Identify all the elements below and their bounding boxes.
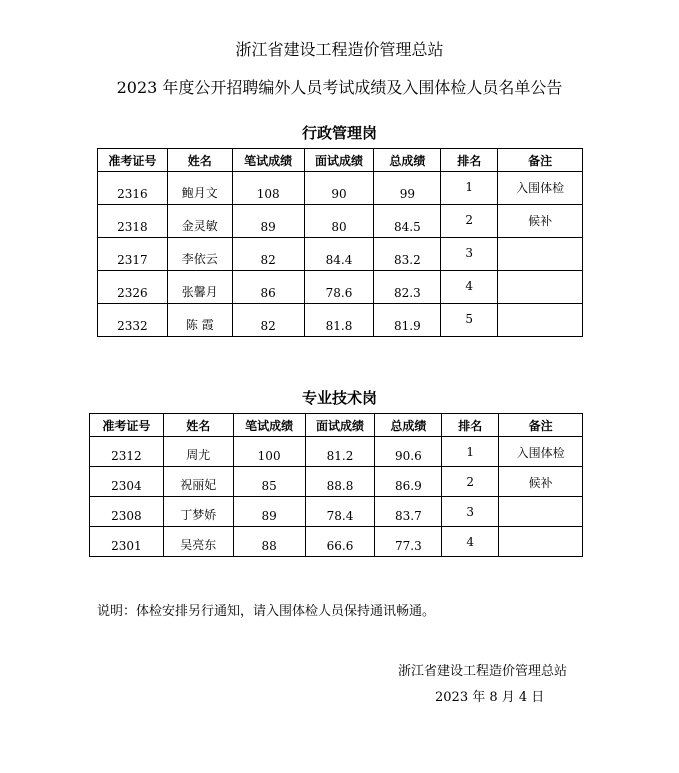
cell-interview: 81.8 (304, 304, 374, 337)
cell-written: 82 (232, 304, 304, 337)
cell-name: 李依云 (167, 238, 232, 271)
cell-total: 77.3 (375, 527, 442, 557)
table-row (98, 205, 583, 238)
cell-name: 陈 霞 (167, 304, 232, 337)
cell-name: 金灵敏 (167, 205, 232, 238)
cell-interview: 78.6 (304, 271, 374, 304)
cell-written: 88 (233, 527, 305, 557)
cell-name: 鲍月文 (167, 172, 232, 205)
table-row (98, 304, 583, 337)
table-row (98, 238, 583, 271)
cell-written: 86 (232, 271, 304, 304)
cell-rank: 4 (442, 527, 499, 557)
cell-rank: 5 (441, 304, 498, 337)
section1-table (97, 148, 583, 337)
table-row (98, 271, 583, 304)
cell-total: 83.2 (374, 238, 441, 271)
footer-org: 浙江省建设工程造价管理总站 (398, 664, 568, 679)
cell-note: 入围体检 (498, 172, 583, 205)
col-header-interview: 面试成绩 (304, 149, 374, 172)
section1-title: 行政管理岗 (301, 124, 377, 142)
cell-note: 候补 (498, 205, 583, 238)
cell-id: 2304 (90, 467, 164, 497)
cell-name: 吴亮东 (163, 527, 233, 557)
cell-total: 86.9 (375, 467, 442, 497)
cell-note (498, 271, 583, 304)
cell-id: 2317 (98, 238, 168, 271)
table-row (90, 437, 583, 467)
col-header-note: 备注 (499, 414, 583, 437)
cell-id: 2318 (98, 205, 168, 238)
cell-note: 入围体检 (499, 437, 583, 467)
col-header-total: 总成绩 (375, 414, 442, 437)
cell-total: 84.5 (374, 205, 441, 238)
cell-id: 2326 (98, 271, 168, 304)
cell-written: 89 (232, 205, 304, 238)
table-row (98, 172, 583, 205)
cell-written: 108 (232, 172, 304, 205)
cell-id: 2312 (90, 437, 164, 467)
cell-id: 2301 (90, 527, 164, 557)
page-title: 2023 年度公开招聘编外人员考试成绩及入围体检人员名单公告 (116, 78, 563, 97)
cell-total: 82.3 (374, 271, 441, 304)
table-header-row (90, 414, 583, 437)
cell-id: 2316 (98, 172, 168, 205)
cell-note (499, 497, 583, 527)
cell-interview: 66.6 (305, 527, 375, 557)
col-header-name: 姓名 (167, 149, 232, 172)
cell-rank: 3 (442, 497, 499, 527)
cell-id: 2332 (98, 304, 168, 337)
cell-total: 90.6 (375, 437, 442, 467)
cell-rank: 4 (441, 271, 498, 304)
table-row (90, 467, 583, 497)
header-org: 浙江省建设工程造价管理总站 (235, 40, 444, 59)
col-header-rank: 排名 (442, 414, 499, 437)
cell-total: 83.7 (375, 497, 442, 527)
col-header-id: 准考证号 (98, 149, 168, 172)
cell-rank: 2 (442, 467, 499, 497)
cell-interview: 78.4 (305, 497, 375, 527)
remark-text: 说明：体检安排另行通知，请入围体检人员保持通讯畅通。 (97, 604, 436, 619)
cell-written: 85 (233, 467, 305, 497)
col-header-name: 姓名 (163, 414, 233, 437)
col-header-written: 笔试成绩 (233, 414, 305, 437)
cell-rank: 3 (441, 238, 498, 271)
col-header-rank: 排名 (441, 149, 498, 172)
cell-note: 候补 (499, 467, 583, 497)
col-header-total: 总成绩 (374, 149, 441, 172)
cell-name: 祝丽妃 (163, 467, 233, 497)
cell-total: 99 (374, 172, 441, 205)
cell-id: 2308 (90, 497, 164, 527)
section2-table (89, 413, 583, 557)
cell-name: 周尤 (163, 437, 233, 467)
cell-interview: 88.8 (305, 467, 375, 497)
cell-interview: 80 (304, 205, 374, 238)
cell-rank: 2 (441, 205, 498, 238)
col-header-id: 准考证号 (90, 414, 164, 437)
section2-title: 专业技术岗 (301, 389, 377, 407)
footer-date: 2023 年 8 月 4 日 (435, 690, 545, 705)
cell-name: 张馨月 (167, 271, 232, 304)
cell-note (499, 527, 583, 557)
cell-note (498, 238, 583, 271)
cell-written: 89 (233, 497, 305, 527)
cell-written: 82 (232, 238, 304, 271)
cell-written: 100 (233, 437, 305, 467)
table-header-row (98, 149, 583, 172)
cell-interview: 81.2 (305, 437, 375, 467)
table-row (90, 527, 583, 557)
cell-rank: 1 (441, 172, 498, 205)
col-header-written: 笔试成绩 (232, 149, 304, 172)
cell-total: 81.9 (374, 304, 441, 337)
cell-interview: 84.4 (304, 238, 374, 271)
cell-note (498, 304, 583, 337)
col-header-interview: 面试成绩 (305, 414, 375, 437)
table-row (90, 497, 583, 527)
cell-interview: 90 (304, 172, 374, 205)
col-header-note: 备注 (498, 149, 583, 172)
cell-rank: 1 (442, 437, 499, 467)
cell-name: 丁梦娇 (163, 497, 233, 527)
